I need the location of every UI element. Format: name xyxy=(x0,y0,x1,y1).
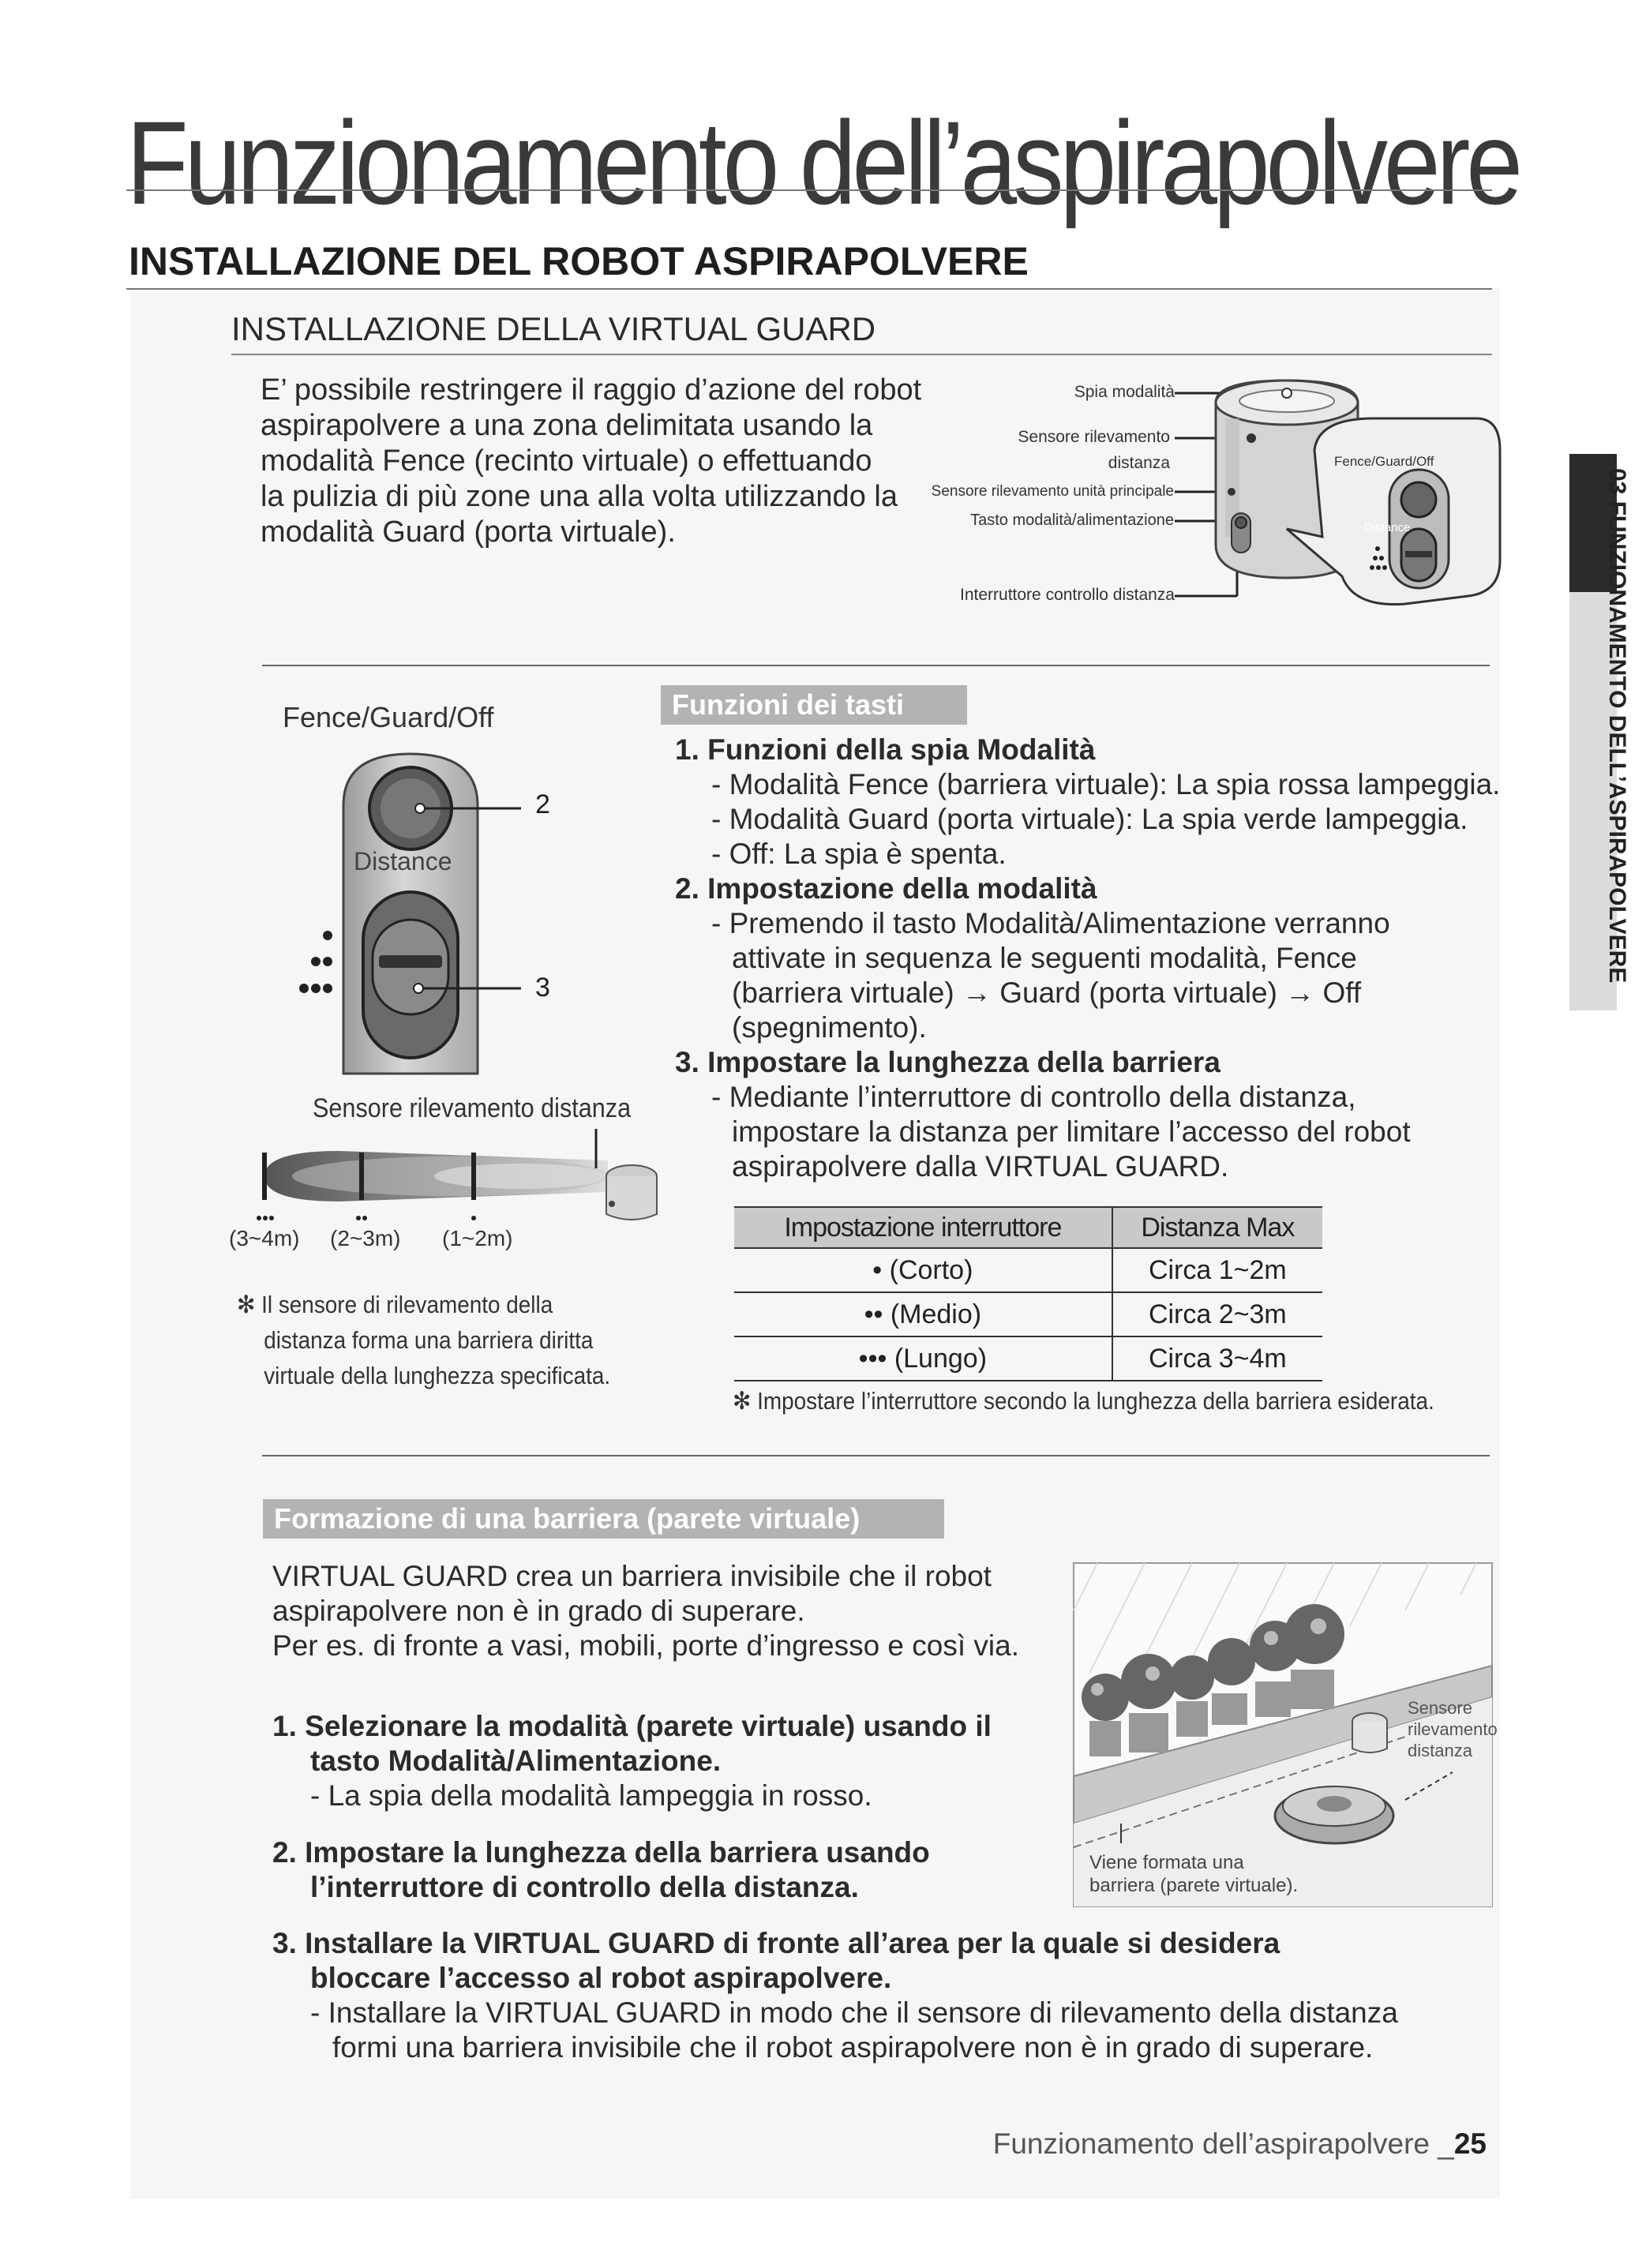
function-item: aspirapolvere dalla VIRTUAL GUARD. xyxy=(732,1150,1229,1183)
illustration-sensor-label: Sensore rilevamento distanza xyxy=(1408,1698,1498,1760)
zoom-label: Fence/Guard/Off xyxy=(1334,454,1434,469)
intro-line: modalità Fence (recinto virtuale) o effettuando xyxy=(261,444,872,478)
fence-switch-illustration xyxy=(284,742,568,1074)
function-heading: 3. Impostare la lunghezza della barriera xyxy=(675,1046,1220,1078)
virtual-guard-device-illustration xyxy=(1168,371,1500,624)
callout-number-2: 2 xyxy=(535,789,550,819)
callout-sensore-unita: Sensore rilevamento unità principale xyxy=(931,483,1174,500)
barriera-intro: VIRTUAL GUARD crea un barriera invisibile che il robot aspirapolvere non è in grado di superare. Per es. di fronte a vasi, mobili, porte d’ingresso e così via. xyxy=(272,1560,1019,1662)
table-header: Distanza Max xyxy=(1112,1207,1322,1248)
fence-distance-label: Distance xyxy=(354,847,452,875)
step-3: 3. Installare la VIRTUAL GUARD di fronte all’area per la quale si desidera bloccare l’accesso al robot aspirapolvere. - Installare la VIRTUAL GUARD in modo che il sensore di rilevamento della distanza formi una barriera invisibile che il robot aspirapolvere non è in grado di superare. xyxy=(272,1927,1398,2064)
section-rule xyxy=(126,288,1492,290)
intro-paragraph xyxy=(261,373,971,550)
range-medium: (2~3m) xyxy=(330,1226,401,1250)
function-item: - Premendo il tasto Modalità/Alimentazione verranno xyxy=(711,907,1390,939)
intro-line: aspirapolvere a una zona delimitata usando la xyxy=(261,409,873,442)
table-note: ✻ Impostare l’interruttore secondo la lunghezza della barriera esiderata. xyxy=(733,1387,1434,1415)
callout-tasto: Tasto modalità/alimentazione xyxy=(970,512,1174,529)
fence-guard-off-label: Fence/Guard/Off xyxy=(283,701,494,733)
step-2: 2. Impostare la lunghezza della barriera usando l’interruttore di controllo della distanza. xyxy=(272,1836,930,1903)
section-title: INSTALLAZIONE DEL ROBOT ASPIRAPOLVERE xyxy=(129,239,1029,283)
page-footer: Funzionamento dell’aspirapolvere _25 xyxy=(992,2127,1487,2160)
function-item: (barriera virtuale) → Guard (porta virtuale) → Off xyxy=(732,977,1362,1009)
function-item: (spegnimento). xyxy=(732,1011,927,1044)
callout-number-3: 3 xyxy=(535,973,550,1003)
divider-top xyxy=(262,665,1490,666)
fence-note: ✻ Il sensore di rilevamento della distanza forma una barriera diritta virtuale della lunghezza specificata. xyxy=(237,1291,611,1389)
function-item: attivate in sequenza le seguenti modalità, Fence xyxy=(732,942,1357,974)
range-short: (1~2m) xyxy=(442,1226,513,1250)
subsection-title: INSTALLAZIONE DELLA VIRTUAL GUARD xyxy=(231,310,876,347)
table-row: ••• (Lungo) Circa 3~4m xyxy=(734,1336,1322,1381)
function-item: impostare la distanza per limitare l’accesso del robot xyxy=(732,1115,1411,1148)
table-row: •• (Medio) Circa 2~3m xyxy=(734,1292,1322,1336)
function-item: - Mediante l’interruttore di controllo della distanza, xyxy=(711,1081,1356,1113)
callout-sensore-2: distanza xyxy=(1108,454,1170,472)
function-heading: 2. Impostazione della modalità xyxy=(675,872,1097,905)
function-item: - Modalità Fence (barriera virtuale): La spia rossa lampeggia. xyxy=(711,768,1501,800)
table-row: • (Corto) Circa 1~2m xyxy=(734,1248,1322,1292)
zoom-distance: Distance xyxy=(1364,521,1411,534)
step-1: 1. Selezionare la modalità (parete virtuale) usando il tasto Modalità/Alimentazione. - La spia della modalità lampeggia in rosso. xyxy=(272,1710,992,1812)
divider-bottom xyxy=(262,1455,1490,1456)
function-heading: 1. Funzioni della spia Modalità xyxy=(675,733,1096,766)
callout-interruttore: Interruttore controllo distanza xyxy=(960,586,1175,604)
funzioni-band: Funzioni dei tasti xyxy=(661,685,967,725)
chapter-tab-label: 03 FUNZIONAMENTO DELL’ASPIRAPOLVERE xyxy=(1604,468,1630,984)
barriera-band: Formazione di una barriera (parete virtuale) xyxy=(263,1499,944,1539)
title-rule xyxy=(126,189,1492,191)
intro-line: modalità Guard (porta virtuale). xyxy=(261,515,676,549)
intro-line: la pulizia di più zone una alla volta utilizzando la xyxy=(261,480,898,513)
sensor-caption: Sensore rilevamento distanza xyxy=(313,1093,632,1123)
function-item: - Modalità Guard (porta virtuale): La spia verde lampeggia. xyxy=(711,803,1468,835)
subsection-rule xyxy=(231,354,1492,355)
function-item: - Off: La spia è spenta. xyxy=(711,838,1007,870)
page-title: Funzionamento dell’aspirapolvere xyxy=(126,96,1519,229)
range-long: (3~4m) xyxy=(229,1226,300,1250)
distance-table xyxy=(734,1206,1322,1381)
callout-sensore-1: Sensore rilevamento xyxy=(1018,428,1170,446)
illustration-caption: Viene formata una barriera (parete virtuale). xyxy=(1089,1852,1299,1896)
funzioni-list xyxy=(675,733,1504,1184)
range-illustration xyxy=(245,1121,679,1231)
callout-spia: Spia modalità xyxy=(1074,383,1175,401)
table-header: Impostazione interruttore xyxy=(734,1207,1112,1248)
intro-line: E’ possibile restringere il raggio d’azione del robot xyxy=(261,373,922,407)
